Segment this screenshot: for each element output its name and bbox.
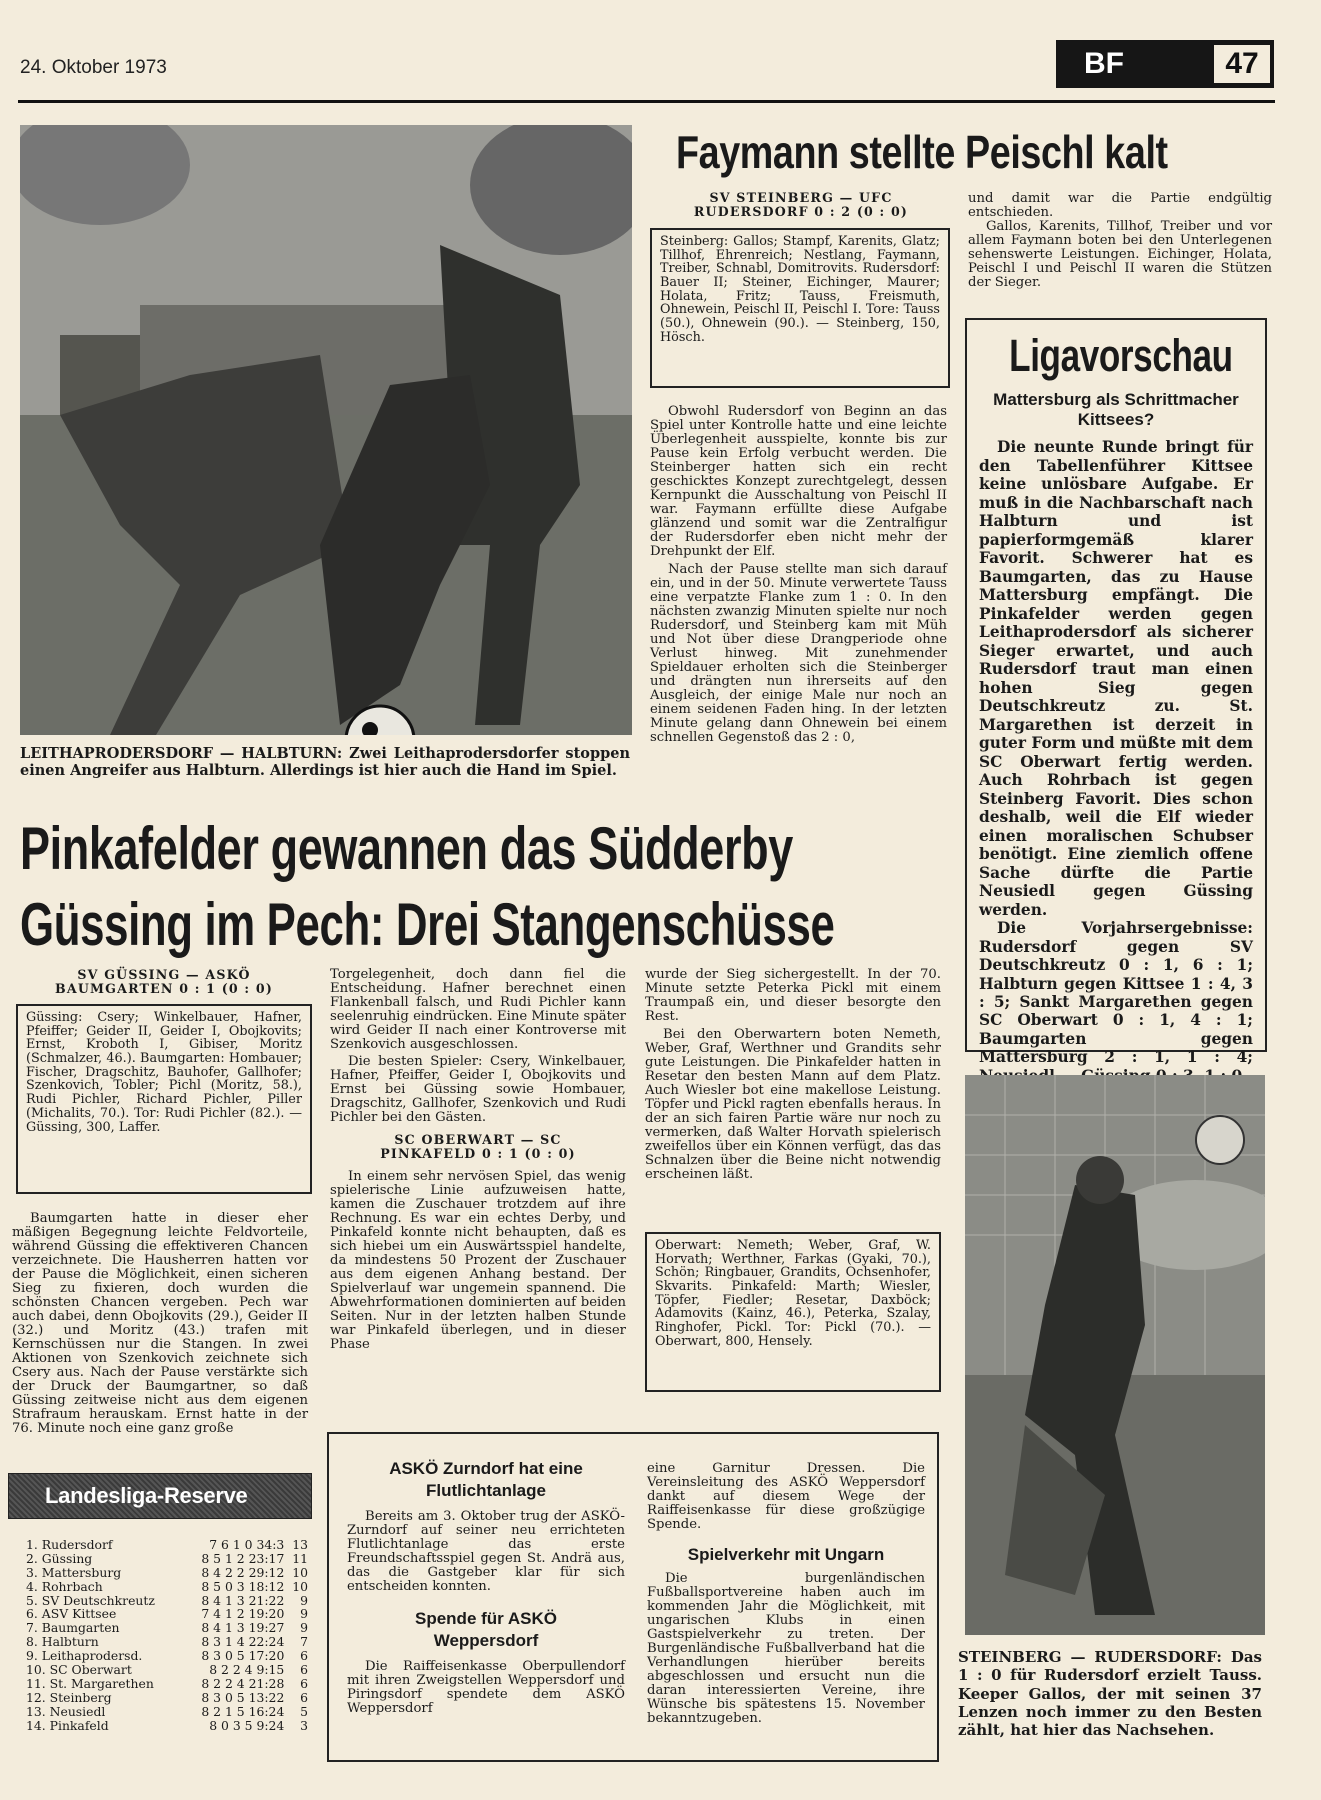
team-points: 11 [292, 1550, 308, 1566]
photo-caption-top: LEITHAPRODERSDORF — HALBTURN: Zwei Leithaprodersdorfer stoppen einen Angreifer aus Halbturn. Allerdings ist hier auch die Hand im Spiel. [20, 745, 630, 780]
guessing-text-2: Torgelegenheit, doch dann fiel die Entscheidung. Hafner berechnet einen Flankenball falsch, und Rudi Pichler kann seelenruhig eindrücken. Eine Minute später wird Geider II nach einer Kontroverse mit Szenkovich ausgeschlossen. [330, 967, 626, 1052]
match-photo-steinberg [965, 1075, 1265, 1635]
team-name: 11. St. Margarethen [26, 1675, 154, 1691]
article-steinberg-col2 [968, 192, 1272, 290]
news-heading-3: Spielverkehr mit Ungarn [687, 1544, 885, 1564]
oberwart-text-3: Bei den Oberwartern boten Nemeth, Weber, Graf, Werthner und Grandits sehr gute Leistungen. Die Pinkafelder hatten in Resetar den besten Mann auf dem Platz. Auch Wiesler bot eine makellose Leistung. Töpfer und Pickl ragten ebenfalls heraus. In der an sich fairen Partie wäre nur noch zu vermerken, daß Walter Horvath spielerisch zweifellos über ein Können verfügt, das das Schnalzen über die Beine nicht notwendig erscheinen läßt. [645, 1026, 941, 1182]
news-text-3: Die burgenländischen Fußballsportvereine haben auch im kommenden Jahr die Möglichkeit, mit ungarischen Klubs in einen Gastspielverkehr zu treten. Der Burgenländische Fußballverband hat die Verhandlungen hierüber bereits abgeschlossen und ersucht nun die daran interessierten Vereine, ihre Wünsche bis spätestens 15. November bekanntzugeben. [647, 1570, 925, 1726]
team-points: 9 [300, 1592, 308, 1608]
team-points: 3 [300, 1717, 308, 1733]
team-name: 6. ASV Kittsee [26, 1606, 117, 1622]
match-photo-leithaprodersdorf [20, 125, 632, 735]
team-points: 6 [300, 1675, 308, 1691]
photo-caption-bottom: STEINBERG — RUDERSDORF: Das 1 : 0 für Rudersdorf erzielt Tauss. Keeper Gallos, der mit seinen 37 Lenzen noch immer zu den Besten zählt, hat hier das Nachsehen. [958, 1648, 1262, 1740]
team-points: 13 [292, 1537, 308, 1552]
team-points: 9 [300, 1606, 308, 1622]
team-name: 3. Mattersburg [26, 1564, 122, 1580]
guessing-text-3: Die besten Spieler: Csery, Winkelbauer, Hafner, Pfeiffer, Geider I, Obojkovits und Ernst bei Güssing sowie Hombauer, Dragschitz, Gallhofer, Szenkovich und Rudi Pichler bei den Gästen. [330, 1053, 626, 1125]
table-row [26, 1621, 308, 1635]
lineup-guessing [16, 1004, 312, 1194]
team-name: 10. SC Oberwart [26, 1662, 132, 1678]
news-text-2b: eine Garnitur Dressen. Die Vereinsleitung des ASKÖ Weppersdorf dankt auf diesem Wege der Raiffeisenkasse für diese großzügige Spende. [647, 1461, 925, 1532]
team-name: 5. SV Deutschkreutz [26, 1592, 155, 1608]
ligavorschau-text: Die neunte Runde bringt für den Tabellenführer Kittsee keine unlösbare Aufgabe. Er muß in die Nachbarschaft nach Halbturn und ist papierformgemäß klarer Favorit. Schwerer hat es Baumgarten, das zu Hause Mattersburg empfängt. Die Pinkafelder werden gegen Leithaprodersdorf als sicherer Sieger erwartet, und auch Rudersdorf traut man einen hohen Sieg gegen Deutschkreutz zu. St. Margarethen ist derzeit in guter Form und müßte mit dem SC Oberwart fertig werden. Auch Rohrbach ist gegen Steinberg Favorit. Dies schon deshalb, weil die Elf wieder einen moralischen Schubser benötigt. Eine ziemlich offene Sache dürfte die Partie Neusiedl gegen Güssing werden. [979, 438, 1253, 919]
ligavorschau-subtitle: Mattersburg als Schrittmacher Kittsees? [993, 389, 1239, 430]
table-row [26, 1677, 308, 1691]
steinberg-paragraph-4: Gallos, Karenits, Tillhof, Treiber und vor allem Faymann boten bei den Unterlegenen sehenswerte Leistungen. Eichinger, Holata, Peischl I und Peischl II waren die Stützen der Sieger. [968, 218, 1272, 290]
team-stats: 8 4 1 3 21:22 [201, 1592, 285, 1608]
ligavorschau-box [965, 318, 1267, 1067]
ligavorschau-title: Ligavorschau [1009, 330, 1233, 381]
news-text-1: Bereits am 3. Oktober trug der ASKÖ-Zurndorf auf seiner neu errichteten Flutlichtanlage das erste Freundschaftsspiel gegen St. Andrä aus, das die Gastgeber klar für sich entscheiden konnten. [347, 1509, 625, 1595]
guessing-paragraph-1 [12, 1212, 308, 1436]
lineup-oberwart [645, 1232, 941, 1392]
table-row [26, 1538, 308, 1552]
team-name: 9. Leithaprodersd. [26, 1648, 143, 1664]
ligavorschau-results: Die Vorjahrsergebnisse: Rudersdorf gegen SV Deutschkreutz 0 : 1, 6 : 1; Halbturn gegen Kittsee 1 : 4, 3 : 5; Sankt Margarethen gegen SC Oberwart 0 : 1, 4 : 1; Baumgarten gegen Mattersburg 2 : 1, 1 : 4; [979, 919, 1253, 1067]
team-points: 9 [300, 1620, 308, 1636]
team-points: 6 [300, 1689, 308, 1705]
team-points: 5 [300, 1703, 308, 1719]
team-stats: 8 2 2 4 9:15 [209, 1662, 285, 1678]
lineup-steinberg [650, 228, 950, 388]
main-headline-line2: Güssing im Pech: Drei Stangenschüsse [20, 891, 835, 958]
team-stats: 8 5 1 2 23:17 [201, 1550, 285, 1566]
team-stats: 8 4 2 2 29:12 [201, 1564, 285, 1580]
table-row [26, 1719, 308, 1733]
goal-scene-illustration [965, 1075, 1265, 1635]
team-stats: 8 4 1 3 19:27 [201, 1620, 285, 1636]
team-name: 4. Rohrbach [26, 1578, 103, 1594]
steinberg-paragraph-2: Nach der Pause stellte man sich darauf ein, und in der 50. Minute verwertete Tauss eine verpatzte Flanke zum 1 : 0. In den nächsten zwanzig Minuten spielte nur noch Rudersdorf, und Steinberg kam mit Müh und Not über diese Drangperiode ohne Verlust hinweg. Mit zunehmender Spieldauer erholten sich die Steinberger und drängten nun ihrerseits auf den Ausgleich, der einige Male nur noch an einem seidenen Faden hing. In der letzten Minute gelang dann Ohnewein bei einem schnellen Gegenstoß das 2 : 0, [650, 561, 947, 745]
steinberg-paragraph-1: Obwohl Rudersdorf von Beginn an das Spiel unter Kontrolle hatte und eine leichte Überlegenheit ausspielte, konnte bis zur Pause kein Erfolg verbucht werden. Die Steinberger hatten sich ein recht geschicktes Konzept zurechtgelegt, dessen Kernpunkt die Ausschaltung von Peischl II war. Faymann erfüllte diese Aufgabe glänzend und somit war die Zentralfigur der Rudersdorfer eben nicht mehr der Drehpunkt der Elf. [650, 404, 947, 559]
football-scene-illustration [20, 125, 632, 735]
team-stats: 8 3 0 5 13:22 [201, 1689, 285, 1705]
table-row [26, 1552, 308, 1566]
team-stats: 8 2 2 4 21:28 [201, 1675, 285, 1691]
team-stats: 7 6 1 0 34:3 [209, 1537, 285, 1552]
page-number: 47 [1214, 45, 1270, 83]
team-name: 12. Steinberg [26, 1689, 112, 1705]
guessing-text-1: Baumgarten hatte in dieser eher mäßigen Begegnung leichte Feldvorteile, während Güssing die effektiveren Chancen verzeichnete. Die Hausherren hatten vor der Pause die Möglichkeit, einen sicheren Sieg zu fixieren, doch wurden die schönsten Chancen vergeben. Pech war auch dabei, denn Obojkovits (29.), Geider II (32.) und Moritz (43.) trafen mit Kernschüssen nur die Stangen. In zwei Aktionen von Szenkovich zeichnete sich Csery aus. Nach der Pause verstärkte sich der Druck der Baumgartner, so daß Güssing zeitweise nicht aus dem eigenen Strafraum herauskam. Ernst hatte in der 76. Minute noch eine ganz große [12, 1211, 308, 1436]
header-rule [18, 100, 1275, 103]
team-name: 13. Neusiedl [26, 1703, 106, 1719]
table-row [26, 1705, 308, 1719]
team-name: 2. Güssing [26, 1550, 93, 1566]
team-points: 6 [300, 1648, 308, 1664]
news-col2 [647, 1462, 925, 1726]
team-stats: 8 0 3 5 9:24 [209, 1717, 285, 1733]
table-row [26, 1580, 308, 1594]
oberwart-text-2: wurde der Sieg sichergestellt. In der 70. Minute setzte Peterka Pickl mit einem Traumpaß ein, und dieser besorgte den Rest. [645, 967, 941, 1024]
news-heading-1: ASKÖ Zurndorf hat eine Flutlichtanlage [389, 1459, 583, 1501]
table-row [26, 1635, 308, 1649]
team-points: 10 [292, 1564, 308, 1580]
table-row [26, 1607, 308, 1621]
page-number-block [1056, 40, 1274, 88]
guessing-col2 [330, 968, 626, 1352]
ligavorschau-body [979, 438, 1253, 1085]
match-oberwart: SC OBERWART — SC PINKAFELD 0 : 1 (0 : 0) [380, 1131, 576, 1162]
issue-date: 24. Oktober 1973 [20, 57, 167, 78]
team-stats: 8 3 1 4 22:24 [201, 1634, 285, 1650]
team-name: 8. Halbturn [26, 1634, 99, 1650]
team-stats: 8 3 0 5 17:20 [201, 1648, 285, 1664]
lineup-steinberg-text: Steinberg: Gallos; Stampf, Karenits, Glatz; Tillhof, Ehrenreich; Nestlang, Faymann, Treiber, Schnabl, Domitrovits. Rudersdorf: Bauer II; Steiner, Eichinger, Maurer; Holata, Fritz; Tauss, Freismuth, Ohnewein, Peischl II, Peischl I. Tore: Tauss (50.), Ohnewein (90.). — Steinberg, 150, Hösch. [660, 234, 940, 345]
team-stats: 8 2 1 5 16:24 [201, 1703, 285, 1719]
table-row [26, 1649, 308, 1663]
oberwart-col3 [645, 968, 941, 1182]
match-steinberg: SV STEINBERG — UFC RUDERSDORF 0 : 2 (0 : 0) [693, 190, 909, 220]
table-row [26, 1594, 308, 1608]
team-name: 14. Pinkafeld [26, 1717, 109, 1733]
lineup-guessing-text: Güssing: Csery; Winkelbauer, Hafner, Pfeiffer; Geider II, Geider I, Obojkovits; Ernst, Kroboth I, Gibiser, Moritz (Schmalzer, 46.). Baumgarten: Hombauer; Fischer, Dragschitz, Bauhofer, Gallhofer; Szenkovich, Tobler; Pichl (Moritz, 58.), Rudi Pichler, Richard Pichler, Piller (Michalits, 70.). Tor: Rudi Pichler (82.). — Güssing, 300, Laffer. [26, 1010, 302, 1135]
reserve-table-title: Landesliga-Reserve [45, 1483, 248, 1508]
team-stats: 7 4 1 2 19:20 [201, 1606, 285, 1622]
news-col1 [347, 1458, 625, 1716]
table-row [26, 1691, 308, 1705]
team-points: 6 [300, 1662, 308, 1678]
news-heading-2: Spende für ASKÖ Weppersdorf [415, 1609, 557, 1651]
reserve-table-header [8, 1473, 312, 1519]
match-guessing: SV GÜSSING — ASKÖ BAUMGARTEN 0 : 1 (0 : 0) [55, 967, 273, 997]
team-stats: 8 5 0 3 18:12 [201, 1578, 285, 1594]
paper-name: BF [1084, 47, 1124, 80]
main-headline-line1: Pinkafelder gewannen das Südderby [20, 815, 793, 882]
headline-steinberg: Faymann stellte Peischl kalt [676, 126, 1168, 178]
table-row [26, 1566, 308, 1580]
team-points: 10 [292, 1578, 308, 1594]
lineup-oberwart-text: Oberwart: Nemeth; Weber, Graf, W. Horvath; Werthner, Farkas (Gyaki, 70.), Schön; Ringbauer, Grandits, Ochsenhofer, Skvarits. Pinkafeld: Marth; Wiesler, Töpfer, Fiedler; Resetar, Daxböck; Adamovits (Kainz, 46.), Peterka, Szalay, Ringhofer, Pickl. Tor: Pickl (70.). — Oberwart, 800, Hensely. [655, 1238, 931, 1349]
article-steinberg-col1 [650, 405, 947, 745]
team-name: 7. Baumgarten [26, 1620, 120, 1636]
reserve-standings-table [26, 1538, 308, 1732]
news-text-2: Die Raiffeisenkasse Oberpullendorf mit ihren Zweigstellen Weppersdorf und Piringsdorf spendete dem ASKÖ Weppersdorf [347, 1659, 625, 1717]
table-row [26, 1663, 308, 1677]
news-box [327, 1432, 939, 1762]
team-points: 7 [300, 1634, 308, 1650]
oberwart-text-1: In einem sehr nervösen Spiel, das wenig spielerische Linie aufzuweisen hatte, kamen die Zuschauer trotzdem auf ihre Rechnung. Es war ein echtes Derby, und Pinkafeld konnte nicht behaupten, daß es sich hiebei um ein Auswärtsspiel handelte, da mindestens 50 Prozent der Zuschauer aus dem eigenen Anhang bestand. Der Spielverlauf war ungemein spannend. Die Abwehrformationen dominierten auf beiden Seiten. Nur in der letzten halben Stunde war Pinkafeld überlegen, und in dieser Phase [330, 1168, 626, 1352]
steinberg-paragraph-3: und damit war die Partie endgültig entschieden. [968, 191, 1272, 220]
team-name: 1. Rudersdorf [26, 1537, 113, 1552]
